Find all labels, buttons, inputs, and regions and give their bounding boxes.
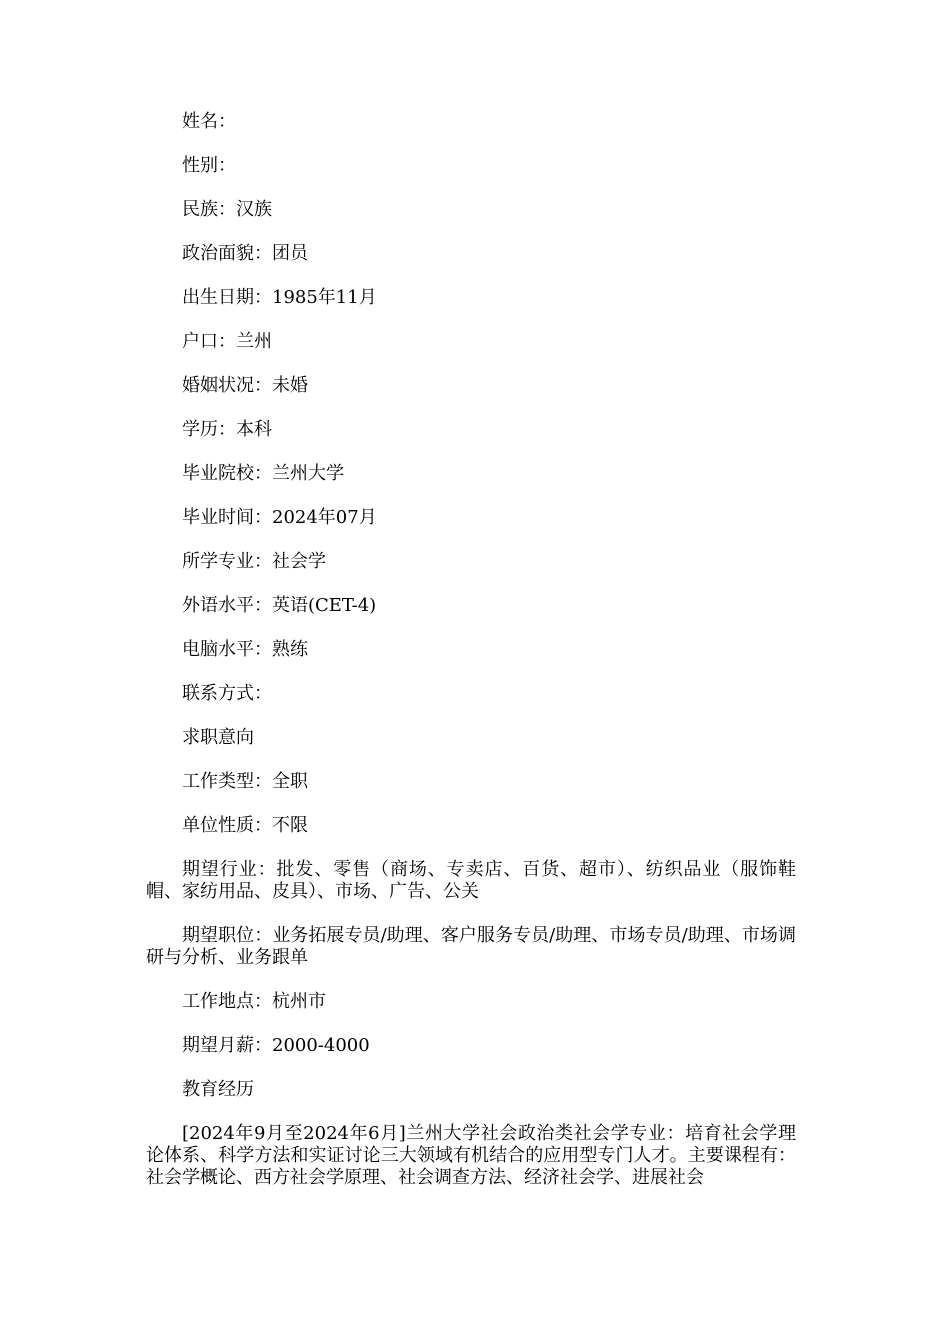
field-ethnicity: 民族：汉族 bbox=[182, 199, 272, 220]
field-marital-status: 婚姻状况：未婚 bbox=[182, 375, 308, 396]
field-employer-type: 单位性质：不限 bbox=[182, 815, 308, 836]
section-heading-education: 教育经历 bbox=[182, 1079, 254, 1100]
document-body bbox=[146, 111, 796, 1211]
education-entry: [2024年9月至2024年6月]兰州大学社会政治类社会学专业：培育社会学理论体系、科学方法和实证讨论三大领域有机结合的应用型专门人才。主要课程有：社会学概论、西方社会学原理、社会调查方法、经济社会学、进展社会 bbox=[146, 1123, 796, 1188]
field-education-level: 学历：本科 bbox=[182, 419, 272, 440]
field-household-registration: 户口：兰州 bbox=[182, 331, 272, 352]
field-job-type: 工作类型：全职 bbox=[182, 771, 308, 792]
field-major: 所学专业：社会学 bbox=[182, 551, 326, 572]
field-graduation-date: 毕业时间：2024年07月 bbox=[182, 507, 377, 528]
field-gender: 性别： bbox=[182, 155, 236, 176]
field-graduate-school: 毕业院校：兰州大学 bbox=[182, 463, 344, 484]
section-heading-job-intention: 求职意向 bbox=[182, 727, 254, 748]
field-desired-position: 期望职位：业务拓展专员/助理、客户服务专员/助理、市场专员/助理、市场调研与分析、业务跟单 bbox=[146, 925, 796, 968]
field-name: 姓名： bbox=[182, 111, 236, 132]
field-expected-salary: 期望月薪：2000-4000 bbox=[182, 1035, 370, 1056]
field-political-status: 政治面貌：团员 bbox=[182, 243, 308, 264]
field-foreign-language: 外语水平：英语(CET-4) bbox=[182, 595, 377, 616]
field-work-location: 工作地点：杭州市 bbox=[182, 991, 326, 1012]
field-computer-skill: 电脑水平：熟练 bbox=[182, 639, 308, 660]
field-birth-date: 出生日期：1985年11月 bbox=[182, 287, 377, 308]
field-contact: 联系方式： bbox=[182, 683, 272, 704]
field-desired-industry: 期望行业：批发、零售（商场、专卖店、百货、超市）、纺织品业（服饰鞋帽、家纺用品、皮具）、市场、广告、公关 bbox=[146, 859, 796, 902]
